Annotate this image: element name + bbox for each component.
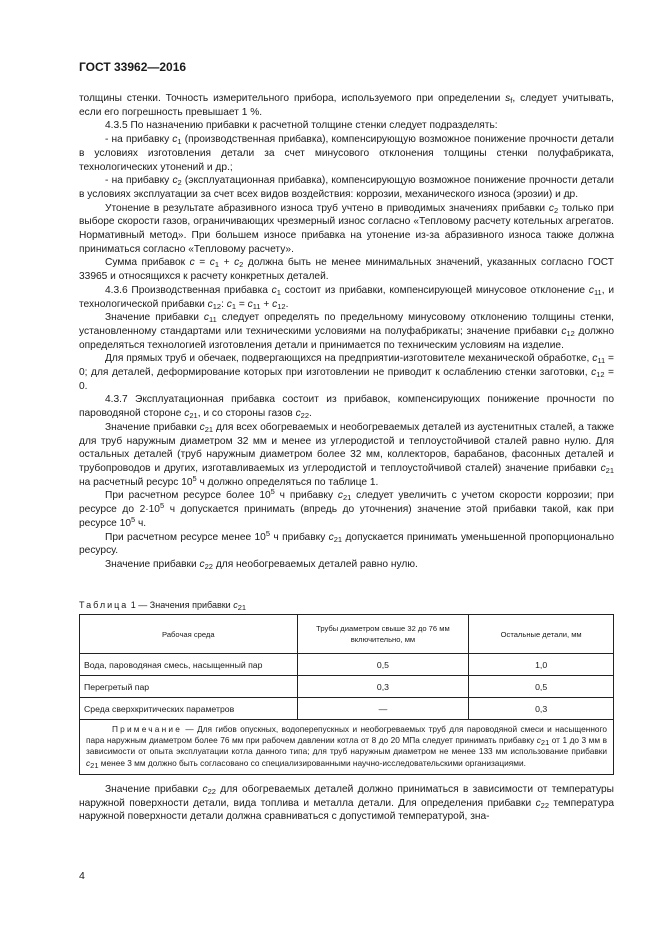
table-cell: 0,5: [297, 654, 469, 676]
document-header: ГОСТ 33962—2016: [79, 60, 187, 74]
subscript: 22: [207, 787, 216, 796]
text-run: = 0.: [79, 367, 615, 392]
subscript: 11: [593, 287, 602, 297]
text-run: Значение прибавки: [105, 312, 204, 324]
text-run: менее 3 мм должно быть согласовано со специализированными научно-исследовательскими организациями.: [98, 757, 526, 768]
superscript: 5: [270, 487, 275, 497]
subscript: 21: [237, 603, 247, 612]
text-run: Утонение в результате абразивного износа труб учтено в приводимых значениях прибавки: [105, 202, 549, 214]
superscript: 5: [159, 501, 165, 511]
text-run: При расчетном ресурсе более 10: [105, 490, 271, 502]
text-run: Сумма прибавок: [105, 257, 190, 269]
text-run: , и технологической прибавки: [79, 284, 615, 310]
symbol: c: [591, 367, 597, 379]
text-run: допускается принимать уменьшенной пропорционально ресурсу.: [79, 531, 614, 557]
text-run: для всех обогреваемых и необогреваемых деталей из аустенитных сталей, а также для труб наружным диаметром 32 мм и менее из углеродистой и теплоустойчивой сталей равно нулю. Для остальных деталей (труб наружным диаметром более 32 мм, коллекторов, барабанов, фасонных деталей и трубопроводов и других, изготавливаемых из углеродистой и теплоустойчивой сталей) значение прибавки: [79, 421, 614, 474]
superscript: 5: [131, 514, 136, 524]
allowance-table: [79, 614, 614, 775]
operator: +: [260, 298, 273, 310]
text-run: Значение прибавки: [105, 558, 200, 570]
subscript: 12: [277, 301, 286, 311]
symbol: c: [233, 600, 238, 610]
symbol: c: [247, 298, 253, 310]
table-cell: Перегретый пар: [80, 676, 298, 698]
text-run: Для прямых труб и обечаек, подвергающихся на предприятии-изготовителе механической обработке,: [105, 353, 593, 365]
symbol: c: [234, 257, 240, 269]
text-run: температура наружной поверхности детали должна сравниваться с допустимой температурой, зна-: [79, 797, 614, 823]
table-note-row: [80, 720, 614, 775]
paragraph: [79, 558, 614, 572]
text-run: , следует учитывать, если его погрешность превышает 1 %.: [79, 93, 614, 118]
symbol: s: [505, 93, 511, 104]
subscript: 1: [214, 260, 220, 270]
text-run: для обогреваемых деталей должно приниматься в зависимости от температуры наружной поверхности детали, вида топлива и металла детали. Для определения прибавки: [79, 784, 614, 809]
caption-label: Таблица: [79, 600, 129, 610]
subscript: 12: [566, 328, 575, 338]
table-cell: Среда сверхкритических параметров: [80, 698, 298, 720]
symbol: c: [86, 757, 91, 768]
symbol: c: [328, 531, 334, 543]
paragraph: [79, 92, 614, 119]
text-run: толщины стенки. Точность измерительного прибора, используемого при определении: [79, 93, 506, 104]
table-row: [80, 698, 614, 720]
superscript: 5: [192, 473, 197, 483]
paragraph: [79, 421, 614, 490]
subscript: 22: [540, 800, 549, 810]
text-run: Значение прибавки: [105, 784, 203, 795]
symbol: c: [600, 462, 606, 474]
symbol: c: [272, 298, 278, 310]
table-cell: —: [297, 698, 469, 720]
text-run: для необогреваемых деталей равно нулю.: [212, 558, 418, 570]
caption-text: 1 — Значения прибавки: [128, 600, 234, 610]
symbol: c: [202, 784, 208, 795]
note-label: Примечание: [112, 724, 183, 734]
text-run: ч допускается принимать (впредь до уточнения) значение этой прибавки такой, как при ресурсе 10: [79, 504, 614, 529]
symbol: c: [592, 353, 598, 365]
table-cell: 0,3: [297, 676, 469, 698]
symbol: c: [295, 408, 301, 420]
text-run: , и со стороны газов: [197, 408, 296, 420]
text-run: ч прибавку: [274, 490, 338, 502]
text-run: 4.3.6 Производственная прибавка: [105, 284, 272, 296]
text-run: - на прибавку: [105, 175, 173, 187]
table-header-row: [80, 615, 614, 654]
subscript: 12: [212, 301, 222, 311]
text-run: (эксплуатационная прибавка), компенсирующую возможное понижение прочности детали в условиях эксплуатации за счет всех видов воздействия: коррозии, механического износа (эрозии) и др.: [79, 175, 614, 200]
symbol: c: [588, 284, 594, 296]
subscript: 1: [276, 287, 281, 297]
paragraph: [79, 133, 614, 174]
text-run: только при выборе скорости газов, ограничивающих чрезмерный износ согласно «Тепловому расчету котельных агрегатов. Нормативный метод». При большем износе прибавка на утонение из-за абразивного износа также должна приниматься согласно «Тепловому расчету».: [79, 202, 614, 255]
paragraph: [79, 256, 614, 283]
subscript: 21: [204, 424, 214, 434]
text-run: от 1 до 3 мм в зависимости от опыта эксплуатации котла данного типа; для труб наружным диаметром не менее 133 мм использование прибавки: [86, 735, 607, 757]
operator: =: [236, 298, 248, 310]
text-run: — Для гибов опускных, водоперепускных и необогреваемых труб для пароводяной смеси и насыщенного пара наружным диаметром более 76 мм при рабочем давлении котла от 8 до 20 МПа следует принимать прибавку: [86, 724, 607, 746]
text-run: должна быть не менее минимальных значений, указанных согласно ГОСТ 33965 и относящихся к расчету конкретных деталей.: [79, 257, 614, 283]
table-note: [80, 720, 614, 775]
symbol: c: [535, 797, 541, 809]
paragraph: [79, 489, 614, 530]
text-run: следует определять по предельному минусовому отклонению толщины стенки, установленному стандартами или техническими условиями на полуфабрикаты; значение прибавки: [79, 312, 614, 337]
paragraph: [79, 311, 614, 352]
subscript: 2: [239, 260, 244, 270]
operator: =: [194, 257, 210, 269]
symbol: c: [226, 298, 232, 310]
text-run: .: [309, 408, 312, 420]
table-cell: 0,3: [469, 698, 614, 720]
subscript: 1: [231, 301, 237, 311]
symbol: c: [199, 421, 205, 433]
table-caption: [79, 600, 246, 610]
symbol: c: [271, 284, 277, 296]
text-run: 4.3.7 Эксплуатационная прибавка состоит из прибавок, компенсирующих понижение прочности по пароводяной стороне: [79, 394, 614, 420]
text-run: на расчетный ресурс 10: [79, 476, 193, 488]
text-run: (производственная прибавка), компенсирующую возможное понижение прочности детали в условиях изготовления детали за счет минусового отклонения толщины стенки полуфабриката, технологических утонений и др.;: [79, 134, 614, 173]
paragraph: [79, 352, 614, 393]
subscript: f: [510, 96, 513, 105]
symbol: c: [207, 298, 213, 310]
symbol: c: [209, 257, 215, 269]
column-header: Остальные детали, мм: [469, 615, 614, 654]
symbol: c: [337, 490, 343, 502]
symbol: c: [184, 408, 190, 420]
table-cell: Вода, пароводяная смесь, насыщенный пар: [80, 654, 298, 676]
table-row: [80, 654, 614, 676]
subscript: 22: [300, 411, 309, 421]
subscript: 11: [597, 356, 606, 366]
subscript: 21: [90, 760, 99, 770]
text-run: состоит из прибавки, компенсирующей минусовое отклонение: [280, 284, 589, 296]
subscript: 21: [540, 738, 550, 748]
paragraph: 4.3.5 По назначению прибавки к расчетной толщине стенки следует подразделять:: [105, 120, 498, 132]
symbol: c: [172, 134, 178, 146]
subscript: 21: [189, 411, 198, 421]
text-run: .: [285, 298, 289, 310]
subscript: 11: [252, 301, 261, 311]
operator: +: [219, 257, 235, 269]
symbol: c: [172, 175, 178, 187]
text-run: - на прибавку: [105, 134, 173, 146]
subscript: 21: [605, 465, 614, 475]
table-cell: 1,0: [469, 654, 614, 676]
subscript: 21: [333, 534, 343, 544]
main-text-continued: [79, 783, 614, 824]
symbol: c: [189, 257, 195, 269]
subscript: 2: [177, 178, 182, 188]
text-run: При расчетном ресурсе менее 10: [105, 531, 266, 543]
symbol: c: [203, 312, 209, 324]
paragraph: [79, 528, 614, 558]
symbol: c: [561, 325, 567, 337]
text-run: :: [221, 298, 227, 310]
subscript: 1: [177, 137, 182, 147]
symbol: c: [199, 558, 205, 570]
table-cell: 0,5: [469, 676, 614, 698]
paragraph: [79, 393, 614, 420]
column-header: Трубы диаметром свыше 32 до 76 мм включительно, мм: [297, 615, 469, 654]
text-run: следует увеличить с учетом скорости коррозии; при ресурсе до 2·10: [79, 490, 614, 516]
subscript: 21: [343, 493, 352, 503]
text-run: должно определяться технологией изготовления детали и принимается по техническим условиям на изделие.: [79, 325, 614, 351]
subscript: 2: [553, 205, 559, 215]
text-run: = 0; для деталей, деформирование которых при изготовлении не приводит к ослаблению стенки заготовки,: [79, 353, 614, 379]
paragraph: [79, 202, 614, 257]
text-run: ч.: [135, 517, 147, 529]
table-row: [80, 676, 614, 698]
superscript: 5: [265, 528, 271, 538]
paragraph: [79, 783, 614, 824]
page-number: 4: [79, 870, 85, 882]
main-text: [79, 92, 614, 572]
column-header: Рабочая среда: [80, 615, 298, 654]
text-run: Значение прибавки: [105, 421, 200, 433]
paragraph: [79, 284, 614, 311]
subscript: 22: [204, 561, 213, 571]
subscript: 11: [209, 315, 217, 325]
subscript: 12: [596, 370, 605, 380]
text-run: ч прибавку: [270, 531, 329, 543]
symbol: c: [536, 735, 541, 746]
text-run: ч должно определяться по таблице 1.: [196, 476, 379, 488]
symbol: c: [548, 202, 554, 214]
paragraph: [79, 174, 614, 201]
